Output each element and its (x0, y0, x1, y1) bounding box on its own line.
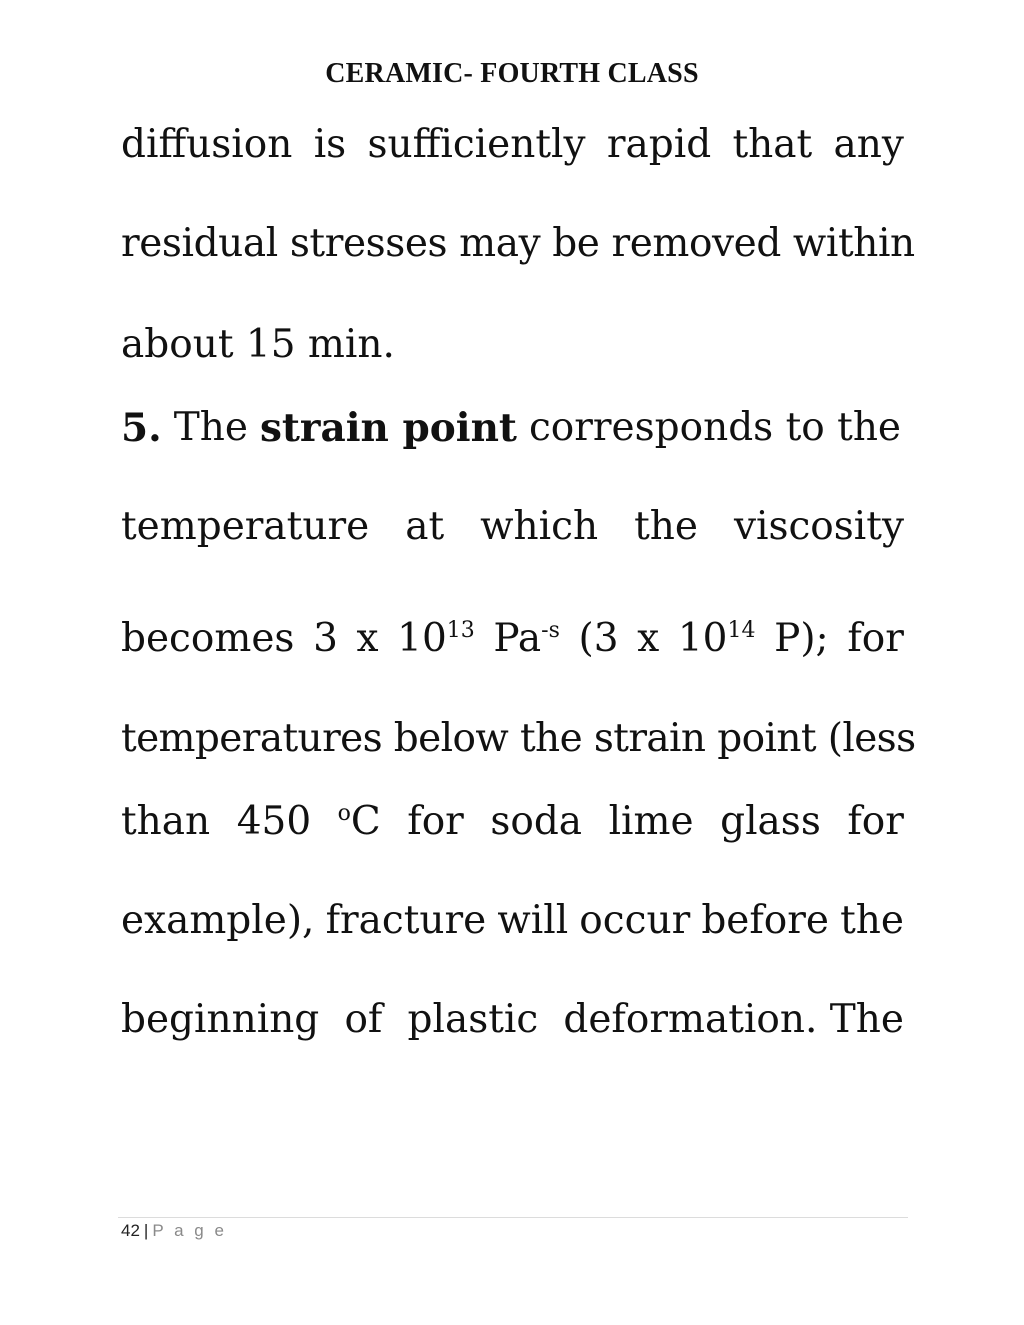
word: becomes (121, 616, 295, 661)
word: beginning (121, 997, 320, 1042)
page-header: CERAMIC- FOURTH CLASS (325, 58, 699, 89)
word: will (497, 898, 569, 943)
word: for (847, 799, 904, 844)
word: deformation. The (563, 997, 904, 1042)
degree-mark: o (337, 801, 351, 826)
text-line-1 (121, 120, 904, 170)
page-footer (121, 1221, 227, 1241)
power-of-ten: $10^{14}$ (677, 616, 756, 661)
text-line-3: about 15 min. (121, 322, 395, 367)
text-line-5 (121, 502, 904, 552)
word: than (121, 799, 211, 844)
text-line-7: temperatures below the strain point (less (121, 716, 916, 761)
word: 3 (313, 616, 338, 661)
word: rapid (606, 122, 712, 167)
word: soda (490, 799, 583, 844)
exponent: 14 (727, 618, 756, 643)
word: at (405, 504, 445, 549)
word: the (840, 898, 904, 943)
word: occur (579, 898, 691, 943)
text-line-9 (121, 896, 904, 946)
word: any (833, 122, 904, 167)
word: x (637, 616, 660, 661)
word: the (634, 504, 698, 549)
term-strain-point: strain point (259, 405, 517, 451)
word: for (407, 799, 464, 844)
word: diffusion (121, 122, 293, 167)
unit: $Pa^{-s}$ (493, 616, 560, 661)
word: 450 (236, 799, 312, 844)
word: temperature (121, 504, 370, 549)
word: corresponds to the (528, 405, 902, 450)
word: is (313, 122, 347, 167)
word: before (701, 898, 830, 943)
item-number: 5. (121, 405, 162, 451)
text-line-6 (121, 614, 904, 664)
footer-separator: | (143, 1221, 149, 1240)
page-label: P a g e (152, 1221, 227, 1240)
word: sufficiently (367, 122, 586, 167)
text-line-8 (121, 797, 904, 847)
word: plastic (407, 997, 539, 1042)
word: of (344, 997, 383, 1042)
text-line-10 (121, 995, 904, 1045)
word: that (732, 122, 813, 167)
degree-celsius: $^o$C (337, 799, 381, 844)
word: for (847, 616, 904, 661)
word: x (356, 616, 379, 661)
word: example), (121, 898, 315, 943)
word: (3 (578, 616, 619, 661)
word: The (173, 405, 248, 450)
text-line-4 (121, 403, 904, 453)
footer-divider (118, 1217, 908, 1218)
word: lime (608, 799, 694, 844)
word: P); (774, 616, 829, 661)
word: viscosity (733, 504, 904, 549)
power-of-ten: $10^{13}$ (397, 616, 475, 661)
page-number: 42 (121, 1221, 140, 1240)
word: fracture (325, 898, 487, 943)
text-line-2: residual stresses may be removed within (121, 221, 915, 266)
exponent: 13 (446, 618, 475, 643)
word: which (480, 504, 599, 549)
exponent: -s (541, 618, 560, 643)
word: glass (720, 799, 821, 844)
